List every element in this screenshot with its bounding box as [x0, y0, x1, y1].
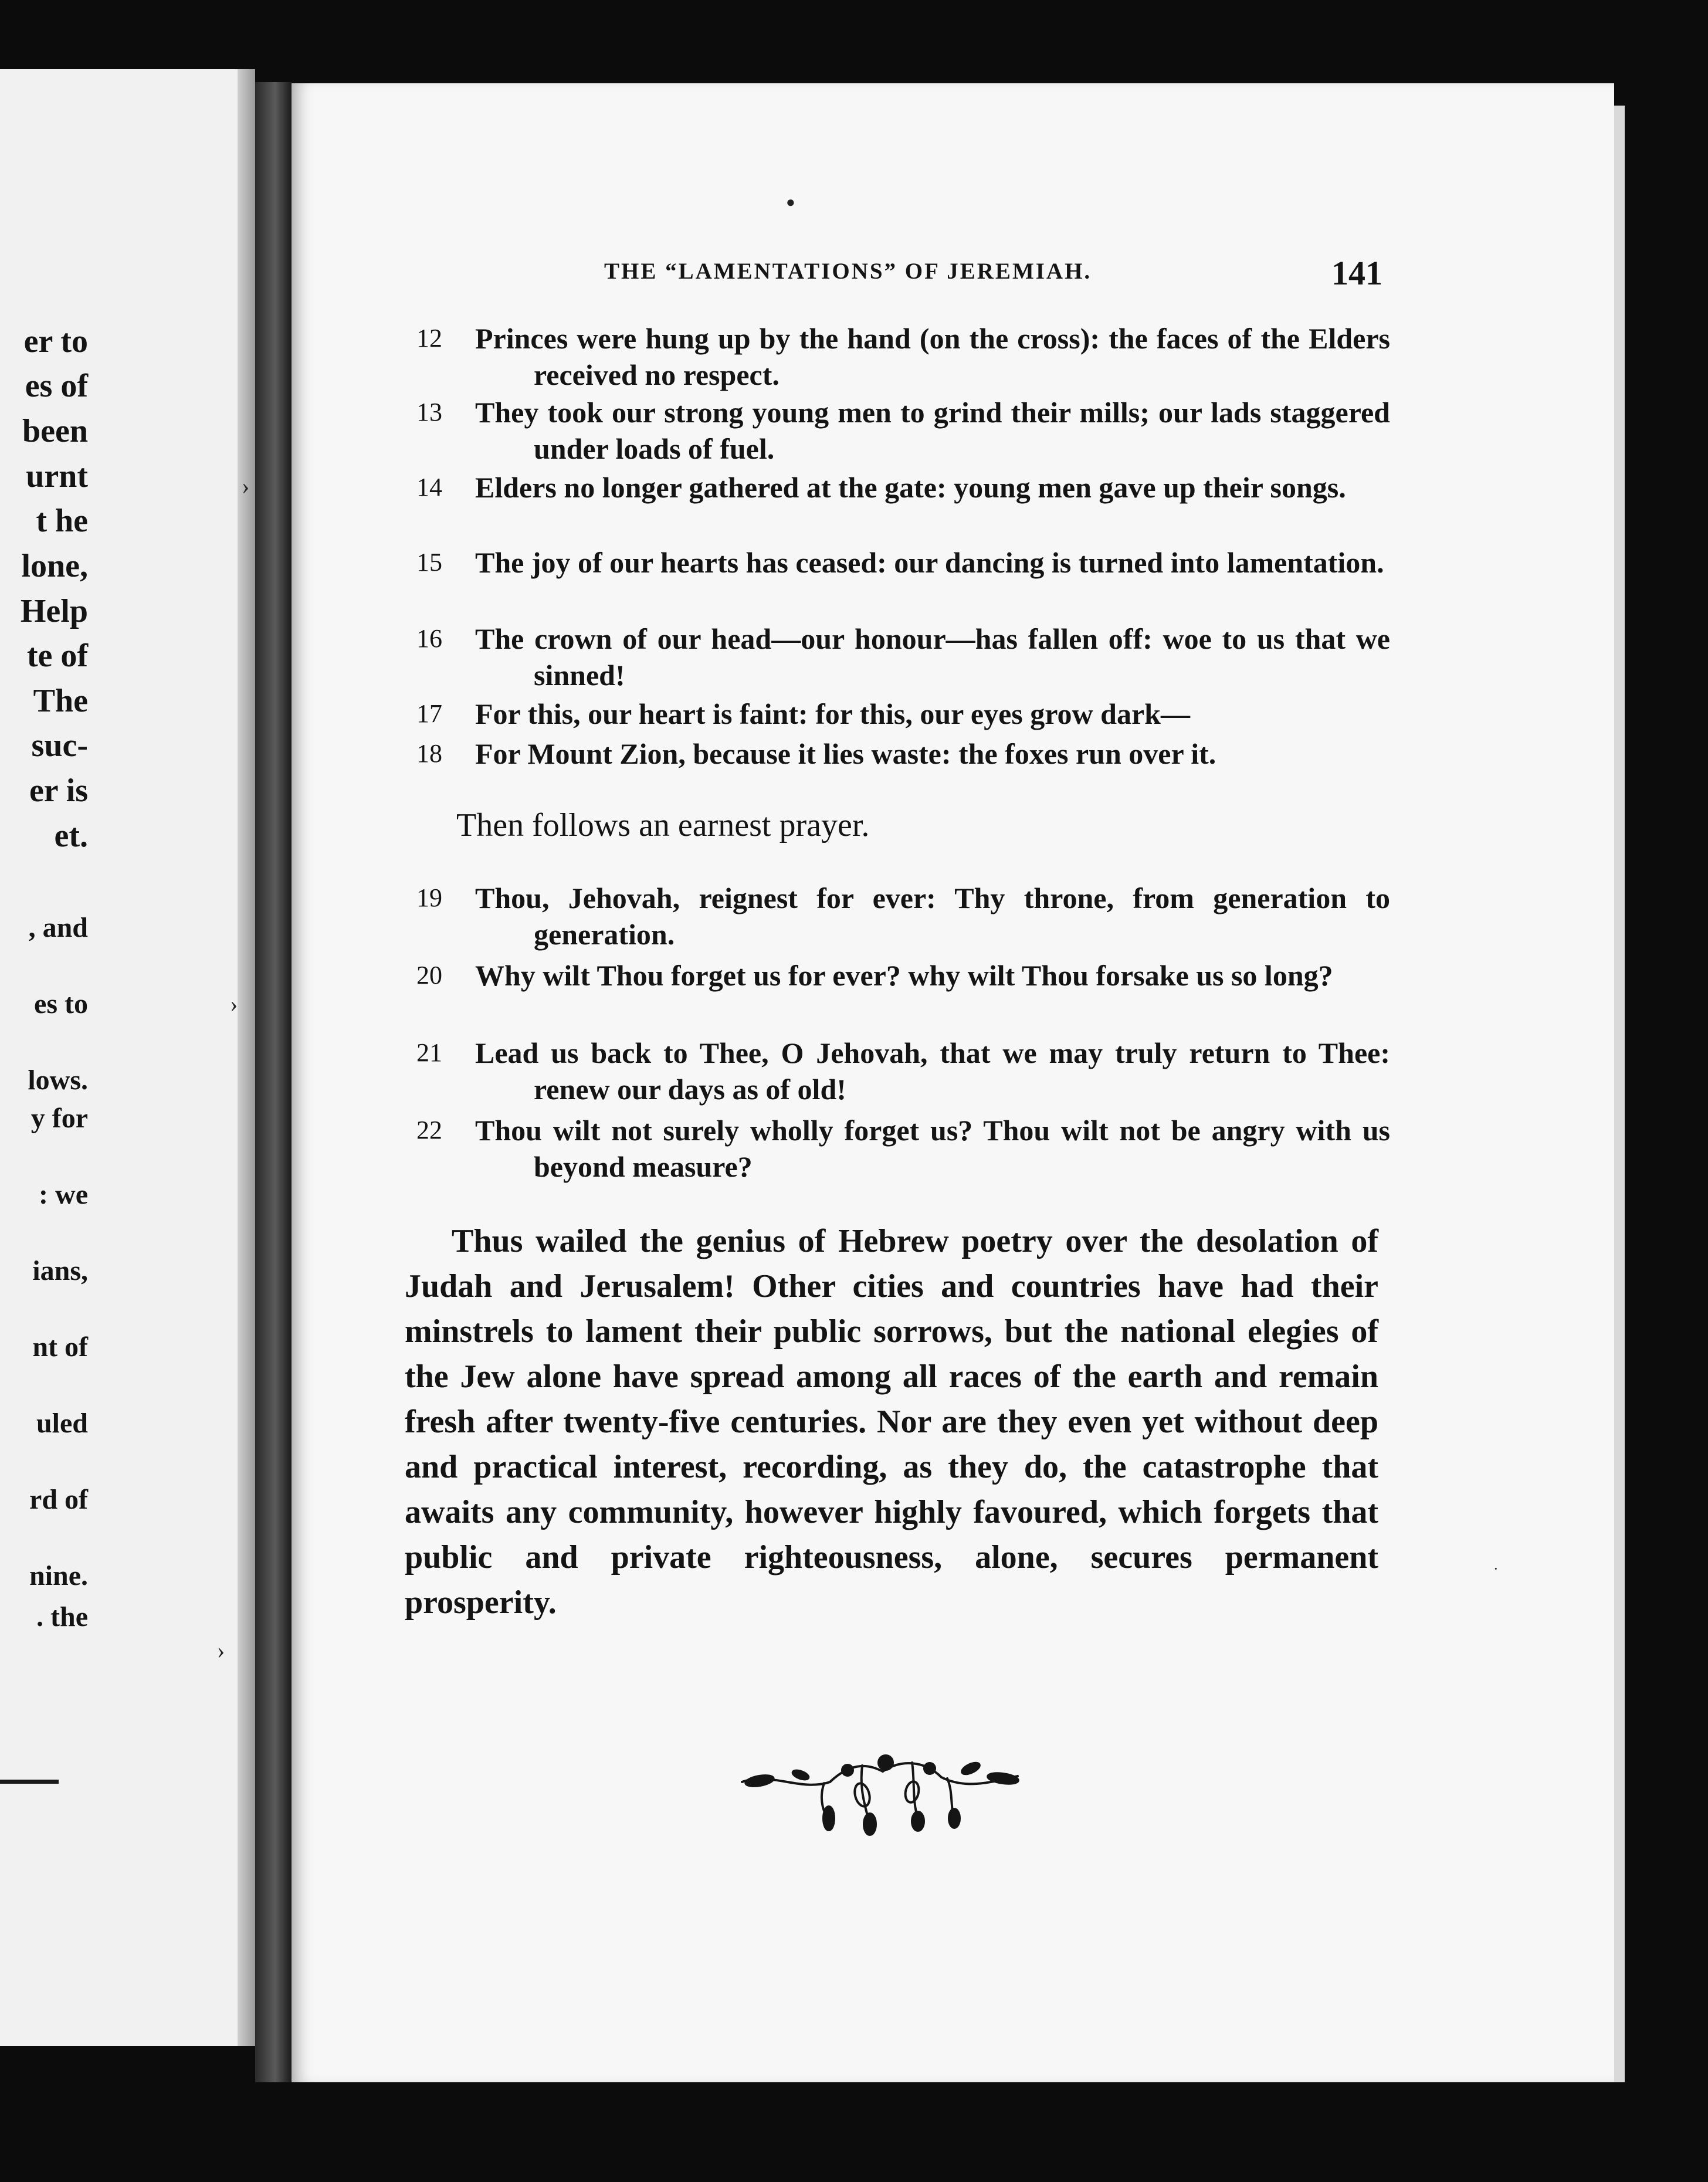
verse-text: The joy of our hearts has ceased: our dancing is turned into lamentation.	[475, 546, 1384, 579]
left-page	[0, 69, 238, 2046]
verse-text: For Mount Zion, because it lies waste: the foxes run over it.	[475, 737, 1216, 770]
verse-number: 14	[416, 473, 442, 502]
left-page-fragment: es to	[34, 988, 88, 1019]
left-page-fragment: nt of	[32, 1331, 88, 1363]
verse-number: 13	[416, 398, 442, 426]
left-page-fragment: nine.	[29, 1560, 88, 1591]
right-page-edge	[1614, 106, 1625, 2082]
verse-13	[416, 394, 1390, 467]
running-head: THE “LAMENTATIONS” OF JEREMIAH.	[604, 259, 1092, 284]
left-page-fragment: been	[22, 413, 88, 449]
left-page-fragment: ians,	[32, 1255, 88, 1286]
left-page-fragment: t he	[36, 503, 88, 539]
left-page-fragment: er is	[29, 772, 88, 809]
scanned-book-spread: er to es of been urnt t he lone, Help te of The suc- er is et. , and es to lows. y for : we ians, nt of uled rd of nine. . the THE “LAMENTATIONS” OF JEREMIAH. 141 12 Princes were hung up by the hand (on the cross): the faces of the Elders received no respect. 13 They took our strong young men to grind their mills; our lads staggered under loads of fuel. 14 Elders no longer gathered at the gate: young men gave up their songs. 15 The joy of our hearts has ceased: our dancing is turned into lamentation. 16 The crown of our head—our honour—has fallen off: woe to us that we sinned! 17 For this, our heart is faint: for this, our eyes grow dark— 18 For Mount Zion, because it lies waste: the foxes run over it. Then follows an earnest prayer. 19 Thou, Jehovah, reignest for ever: Thy throne, from generation to generation. 20 Why wilt Thou forget us for ever? why wilt Thou forsake us so long? 21 Lead us back to Thee, O Jehovah, that we may truly return to Thee: renew our days as of old! 22 Thou wilt not surely wholly forget us? Thou wilt not be angry with us beyond measure? Thus wailed the genius of Hebrew poetry over the desolation of Judah and Jerusalem! Other cities and countries have had their minstrels to lament their public sorrows, but the national elegies of the Jew alone have spread among all races of the earth and remain fresh after twenty-five centuries. Nor are they even yet without deep and practical interest, recording, as they do, the catastrophe that awaits any community, however highly favoured, which forgets that public and private righteousness, alone, secures permanent prosperity. ● › › › ·	[0, 0, 1708, 2182]
left-page-fragment: rd of	[29, 1484, 88, 1515]
verse-18	[416, 736, 1390, 772]
verse-number: 21	[416, 1038, 442, 1067]
verse-number: 20	[416, 961, 442, 990]
left-page-fragment: Help	[20, 593, 88, 629]
left-page-fragment: uled	[36, 1408, 88, 1439]
left-page-fragment: lows.	[28, 1065, 88, 1096]
left-page-fragment: te of	[26, 638, 88, 674]
verse-14	[416, 469, 1390, 506]
verse-text: Thou wilt not surely wholly forget us? Thou wilt not be angry with us beyond measure?	[475, 1114, 1390, 1183]
verse-20	[416, 957, 1390, 994]
verse-number: 18	[416, 739, 442, 768]
verse-text: Elders no longer gathered at the gate: young men gave up their songs.	[475, 471, 1346, 504]
left-page-fragment: lone,	[21, 548, 88, 584]
left-page-fragment: : we	[39, 1179, 88, 1210]
verse-22	[416, 1112, 1390, 1185]
left-page-fragment: suc-	[31, 727, 88, 764]
left-page-fragment: y for	[30, 1103, 88, 1134]
verse-text: Why wilt Thou forget us for ever? why wilt Thou forsake us so long?	[475, 959, 1333, 992]
verse-number: 17	[416, 699, 442, 728]
left-page-fragment: The	[33, 683, 88, 719]
book-gutter	[255, 82, 292, 2082]
left-page-fragment: . the	[36, 1601, 88, 1632]
verse-text: The crown of our head—our honour—has fallen off: woe to us that we sinned!	[475, 622, 1390, 692]
verse-12	[416, 320, 1390, 393]
verse-19	[416, 880, 1390, 953]
floral-tailpiece-icon	[736, 1736, 1029, 1836]
verse-16	[416, 621, 1390, 693]
verse-number: 22	[416, 1116, 442, 1144]
closing-paragraph: Thus wailed the genius of Hebrew poetry over the desolation of Judah and Jerusalem! Other cities and countries have had their minstrels to lament their public sorrows, but the national elegies of the Jew alone have spread among all races of the earth and remain fresh after twenty-five centuries. Nor are they even yet without deep and practical interest, recording, as they do, the catastrophe that awaits any community, however highly favoured, which forgets that public and private righteousness, alone, secures permanent prosperity.	[405, 1223, 1378, 1621]
verse-text: Princes were hung up by the hand (on the cross): the faces of the Elders received no respect.	[475, 322, 1390, 391]
left-page-fragment: urnt	[26, 458, 88, 494]
verse-text: For this, our heart is faint: for this, our eyes grow dark—	[475, 697, 1190, 730]
verse-text: They took our strong young men to grind their mills; our lads staggered under loads of fuel.	[475, 396, 1390, 465]
verse-number: 12	[416, 324, 442, 353]
verse-text: Thou, Jehovah, reignest for ever: Thy throne, from generation to generation.	[475, 882, 1390, 951]
verse-text: Lead us back to Thee, O Jehovah, that we may truly return to Thee: renew our days as of old!	[475, 1036, 1390, 1106]
verse-15	[416, 544, 1390, 581]
left-page-fragment: es of	[25, 368, 88, 404]
prayer-intro: Then follows an earnest prayer.	[456, 807, 870, 843]
verse-21	[416, 1035, 1390, 1107]
left-page-fragment: , and	[28, 912, 88, 943]
left-page-rule	[0, 1780, 59, 1784]
verse-number: 16	[416, 624, 442, 653]
page-number: 141	[1331, 254, 1382, 292]
left-page-edge	[238, 69, 255, 2046]
verse-number: 19	[416, 883, 442, 912]
verse-number: 15	[416, 548, 442, 577]
left-page-fragment: er to	[23, 323, 88, 360]
verse-17	[416, 696, 1390, 732]
left-page-fragment: et.	[54, 818, 88, 854]
